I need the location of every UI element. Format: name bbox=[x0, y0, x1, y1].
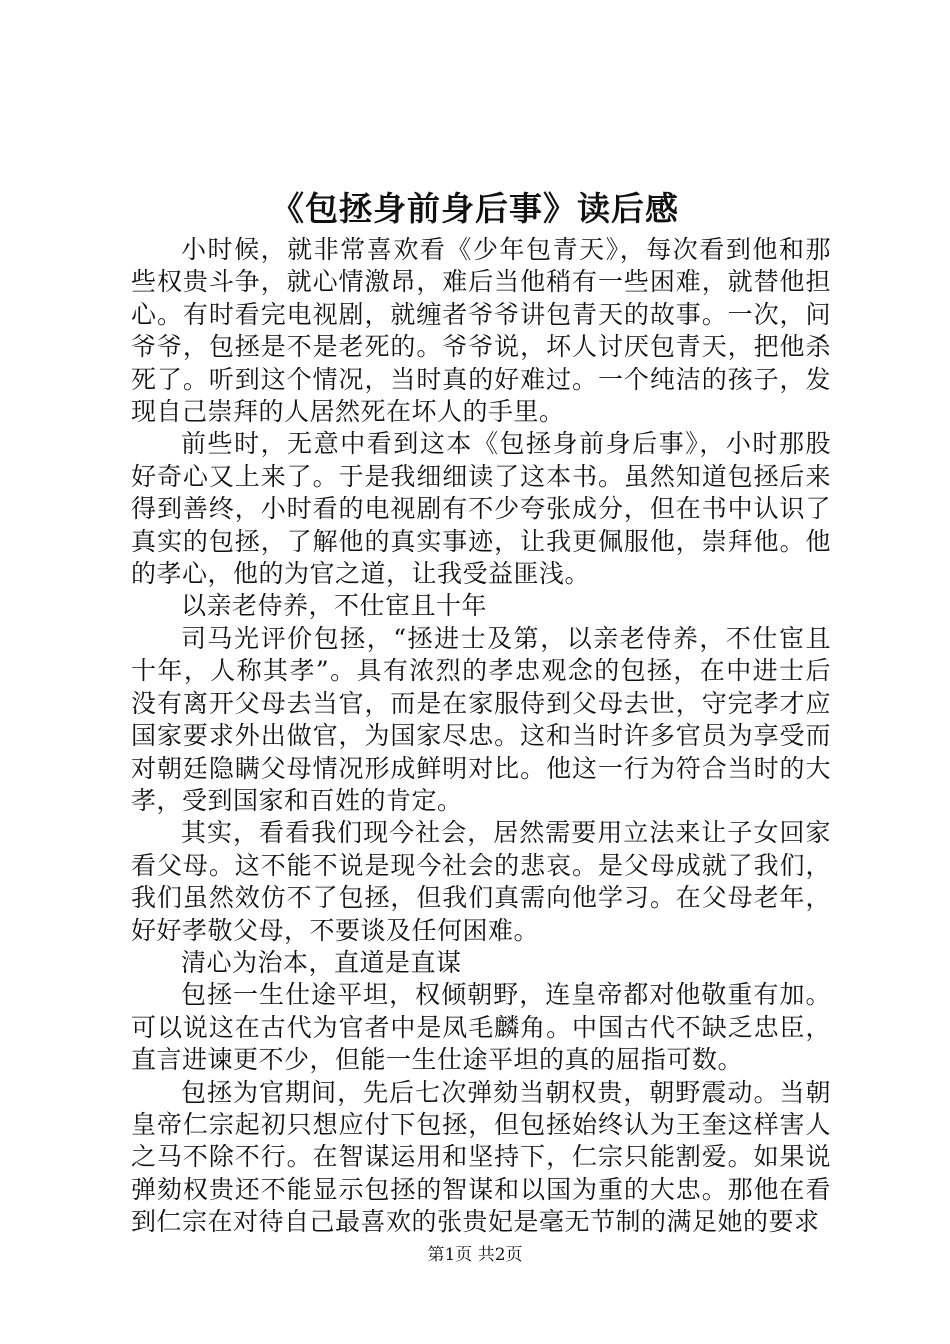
paragraph-sima-guang-comment: 司马光评价包拯，“拯进士及第，以亲老侍养，不仕宦且十年，人称其孝”。具有浓烈的孝忠观念的包拯，在中进士后没有离开父母去当官，而是在家服侍到父母去世，守完孝才应国家要求外出做官，为国家尽忠。这和当时许多官员为享受而对朝廷隐瞒父母情况形成鲜明对比。他这一行为符合当时的大孝，受到国家和百姓的肯定。 bbox=[131, 623, 831, 815]
paragraph-childhood: 小时候，就非常喜欢看《少年包青天》，每次看到他和那些权贵斗争，就心情激昂，难后当他稍有一些困难，就替他担心。有时看完电视剧，就缠者爷爷讲包青天的故事。一次，问爷爷，包拯是不是老死的。爷爷说，坏人讨厌包青天，把他杀死了。听到这个情况，当时真的好难过。一个纯洁的孩子，发现自己崇拜的人居然死在坏人的手里。 bbox=[131, 235, 831, 427]
paragraph-impeachment: 包拯为官期间，先后七次弹劾当朝权贵，朝野震动。当朝皇帝仁宗起初只想应付下包拯，但包拯始终认为王奎这样害人之马不除不行。在智谋运用和坚持下，仁宗只能割爱。如果说弹劾权贵还不能显示包拯的智谋和以国为重的大忠。那他在看到仁宗在对待自己最喜欢的张贵妃是毫无节制的满足她的要求 bbox=[131, 1077, 831, 1237]
paragraph-reading-book: 前些时，无意中看到这本《包拯身前身后事》，小时那股好奇心又上来了。于是我细细读了这本书。虽然知道包拯后来得到善终，小时看的电视剧有不少夸张成分，但在书中认识了真实的包拯，了解他的真实事迹，让我更佩服他，崇拜他。他的孝心，他的为官之道，让我受益匪浅。 bbox=[131, 429, 831, 589]
page-number-footer: 第1页 共2页 bbox=[427, 1245, 523, 1265]
section-heading-governance: 清心为治本，直道是直谋 bbox=[181, 947, 462, 977]
section-heading-filial-piety: 以亲老侍养，不仕宦且十年 bbox=[181, 591, 488, 621]
paragraph-modern-society: 其实，看看我们现今社会，居然需要用立法来让子女回家看父母。这不能不说是现今社会的悲哀。是父母成就了我们，我们虽然效仿不了包拯，但我们真需向他学习。在父母老年，好好孝敬父母，不要谈及任何困难。 bbox=[131, 818, 831, 945]
paragraph-career: 包拯一生仕途平坦，权倾朝野，连皇帝都对他敬重有加。可以说这在古代为官者中是凤毛麟角。中国古代不缺乏忠臣，直言进谏更不少，但能一生仕途平坦的真的屈指可数。 bbox=[131, 980, 831, 1075]
document-title: 《包拯身前身后事》读后感 bbox=[271, 189, 679, 228]
document-body bbox=[131, 234, 831, 1239]
